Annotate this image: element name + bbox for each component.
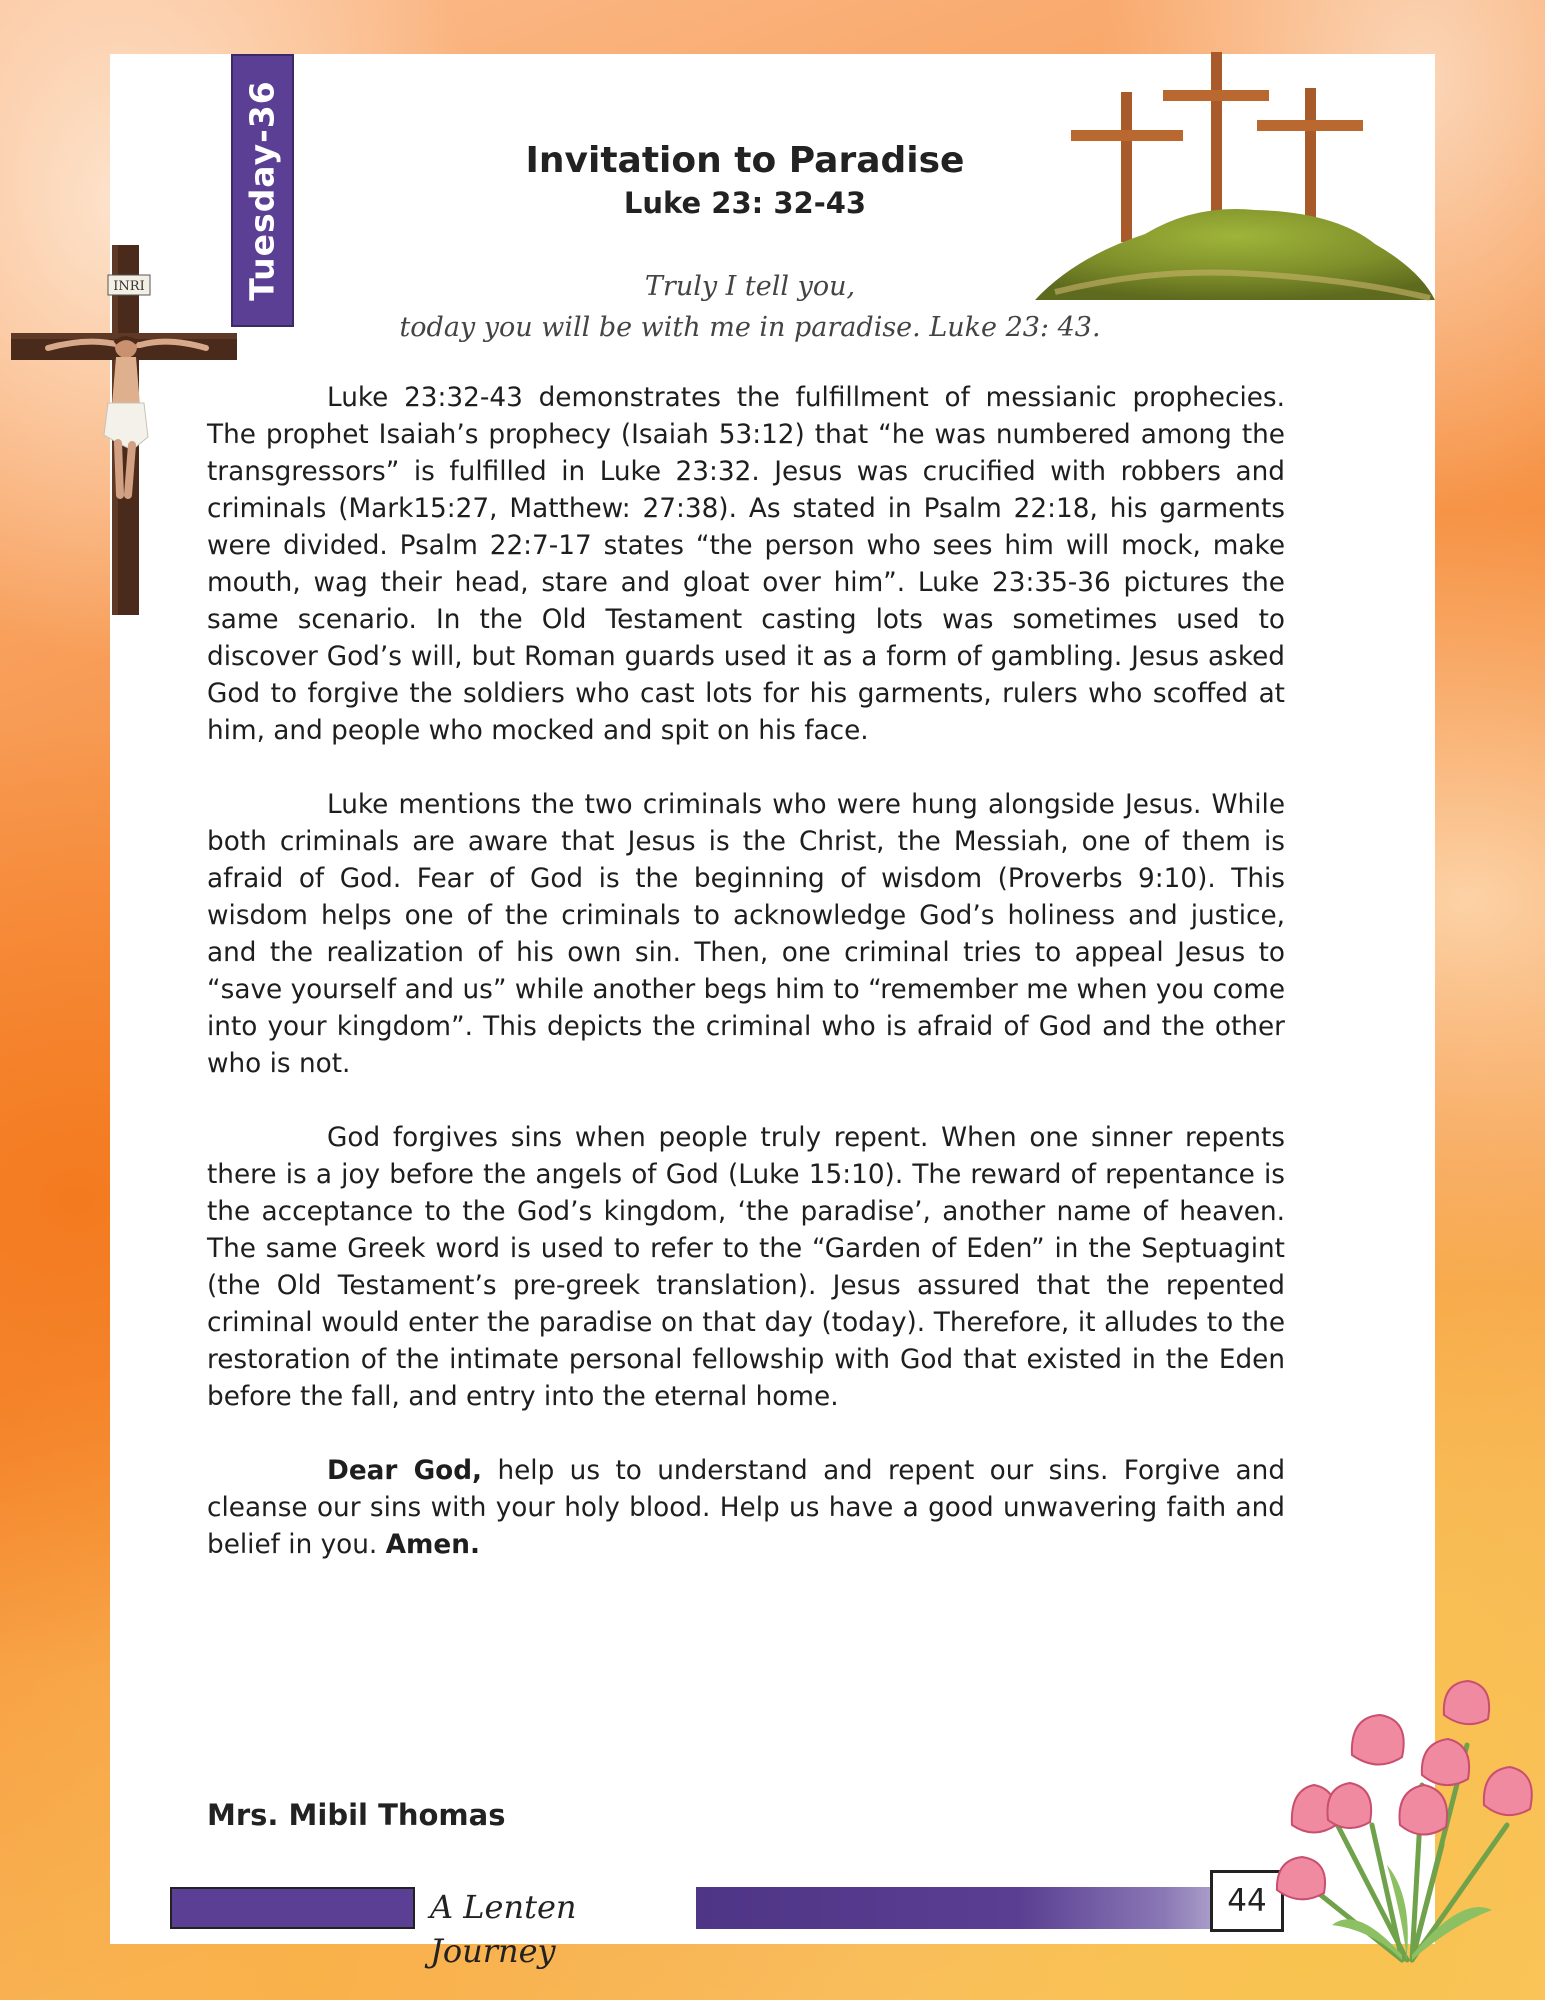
devotional-body xyxy=(207,380,1285,1601)
footer-book-title: A Lenten Journey xyxy=(430,1888,577,1970)
quote-line-2: today you will be with me in paradise. Luke 23: 43. xyxy=(399,312,1101,343)
scripture-reference: Luke 23: 32-43 xyxy=(623,186,867,220)
footer-left-bar xyxy=(170,1887,415,1929)
crucifix-icon xyxy=(8,245,240,615)
prayer-opening: Dear God, xyxy=(327,1456,483,1486)
quote-line-1: Truly I tell you, xyxy=(644,271,856,302)
prayer-paragraph xyxy=(207,1453,1285,1564)
tulips-icon xyxy=(1262,1675,1545,1965)
scripture-quote xyxy=(300,266,1200,348)
paragraph-2: Luke mentions the two criminals who were hung alongside Jesus. While both criminals are aware that Jesus is the Christ, the Messiah, one of them is afraid of God. Fear of God is the beginning of wisdom (Proverbs 9:10). This wisdom helps one of the criminals to acknowledge God’s holiness and justice, and the realization of his own sin. Then, one criminal tries to appeal Jesus to “save yourself and us” while another begs him to “remember me when you come into your kingdom”. This depicts the criminal who is afraid of God and the other who is not. xyxy=(207,790,1285,1079)
day-tab xyxy=(231,54,294,327)
day-tab-label: Tuesday-36 xyxy=(243,80,283,301)
page-number-label: 44 xyxy=(1227,1883,1267,1919)
crucifix-sign: INRI xyxy=(113,279,145,294)
footer-right-bar xyxy=(696,1887,1281,1929)
paragraph-1: Luke 23:32-43 demonstrates the fulfillment of messianic prophecies. The prophet Isaiah’s prophecy (Isaiah 53:12) that “he was numbered among the transgressors” is fulfilled in Luke 23:32. Jesus was crucified with robbers and criminals (Mark15:27, Matthew: 27:38). As stated in Psalm 22:18, his garments were divided. Psalm 22:7-17 states “the person who sees him will mock, make mouth, wag their head, stare and gloat over him”. Luke 23:35-36 pictures the same scenario. In the Old Testament casting lots was sometimes used to discover God’s will, but Roman guards used it as a form of gambling. Jesus asked God to forgive the soldiers who cast lots for his garments, rulers who scoffed at him, and people who mocked and spit on his face. xyxy=(207,383,1285,746)
page-title: Invitation to Paradise xyxy=(525,140,965,181)
prayer-text: help us to understand and repent our sins. Forgive and cleanse our sins with your holy blood. Help us have a good unwavering faith and belief in you. xyxy=(207,1456,1286,1560)
prayer-closing: Amen. xyxy=(385,1530,480,1560)
paragraph-3: God forgives sins when people truly repent. When one sinner repents there is a joy before the angels of God (Luke 15:10). The reward of repentance is the acceptance to the God’s kingdom, ‘the paradise’, another name of heaven. The same Greek word is used to refer to the “Garden of Eden” in the Septuagint (the Old Testament’s pre-greek translation). Jesus assured that the repented criminal would enter the paradise on that day (today). Therefore, it alludes to the restoration of the intimate personal fellowship with God that existed in the Eden before the fall, and entry into the eternal home. xyxy=(207,1123,1285,1412)
author-name: Mrs. Mibil Thomas xyxy=(207,1798,506,1832)
